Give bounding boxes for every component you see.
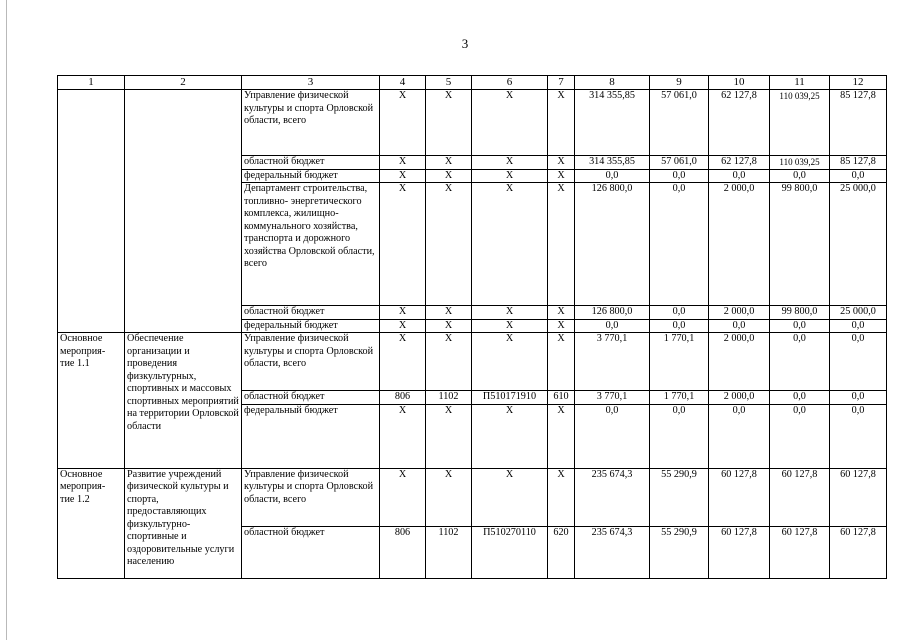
cell-col-8: 3 770,1 <box>575 391 650 405</box>
cell-col-4: Х <box>380 333 426 391</box>
cell-col-12: 0,0 <box>830 319 887 333</box>
cell-col-5: 1102 <box>426 391 472 405</box>
cell-col-4: 806 <box>380 526 426 578</box>
cell-col-9: 0,0 <box>650 306 709 320</box>
column-header-2: 2 <box>125 76 242 90</box>
cell-col-8: 3 770,1 <box>575 333 650 391</box>
cell-col-10: 2 000,0 <box>709 333 770 391</box>
cell-col-7: Х <box>548 183 575 306</box>
cell-col-12: 60 127,8 <box>830 468 887 526</box>
funding-source: федеральный бюджет <box>242 404 380 468</box>
cell-col-11: 0,0 <box>770 404 830 468</box>
cell-col-12: 0,0 <box>830 333 887 391</box>
cell-col-6: П510171910 <box>472 391 548 405</box>
cell-col-11: 60 127,8 <box>770 468 830 526</box>
cell-col-9: 0,0 <box>650 404 709 468</box>
cell-col-12: 85 127,8 <box>830 156 887 170</box>
page-edge <box>0 0 7 640</box>
cell-col-12: 60 127,8 <box>830 526 887 578</box>
cell-col-9: 0,0 <box>650 169 709 183</box>
column-header-3: 3 <box>242 76 380 90</box>
column-header-1: 1 <box>58 76 125 90</box>
cell-col-8: 0,0 <box>575 169 650 183</box>
cell-col-5: Х <box>426 183 472 306</box>
cell-col-9: 1 770,1 <box>650 333 709 391</box>
table-row <box>58 90 887 156</box>
funding-source: областной бюджет <box>242 156 380 170</box>
column-header-5: 5 <box>426 76 472 90</box>
cell-col-7: Х <box>548 156 575 170</box>
cell-col-4: Х <box>380 90 426 156</box>
funding-source: Управление физической культуры и спорта Орловской области, всего <box>242 90 380 156</box>
cell-col-7: Х <box>548 468 575 526</box>
cell-col-5: Х <box>426 169 472 183</box>
funding-source: Управление физической культуры и спорта Орловской области, всего <box>242 468 380 526</box>
table-row <box>58 333 887 391</box>
cell-col-11: 60 127,8 <box>770 526 830 578</box>
cell-col-10: 0,0 <box>709 404 770 468</box>
cell-col-11: 110 039,25 <box>770 90 830 156</box>
cell-col-8: 314 355,85 <box>575 90 650 156</box>
funding-source: федеральный бюджет <box>242 319 380 333</box>
cell-col-9: 55 290,9 <box>650 468 709 526</box>
cell-col-6: П510270110 <box>472 526 548 578</box>
cell-col-4: 806 <box>380 391 426 405</box>
column-header-4: 4 <box>380 76 426 90</box>
column-header-8: 8 <box>575 76 650 90</box>
cell-col-9: 57 061,0 <box>650 90 709 156</box>
funding-source: областной бюджет <box>242 526 380 578</box>
cell-col-11: 0,0 <box>770 319 830 333</box>
cell-col-7: Х <box>548 404 575 468</box>
cell-col-11: 99 800,0 <box>770 183 830 306</box>
cell-col-4: Х <box>380 156 426 170</box>
header-row <box>58 76 887 90</box>
cell-col-5: Х <box>426 156 472 170</box>
activity-title: Развитие учреждений физической культуры и спорта, предоставляющих физкультурно- спортивные и оздоровительные услуги населению <box>125 468 242 578</box>
cell-col-5: Х <box>426 468 472 526</box>
cell-col-5: Х <box>426 319 472 333</box>
cell-col-5: Х <box>426 333 472 391</box>
cell-col-5: Х <box>426 306 472 320</box>
cell-col-10: 60 127,8 <box>709 468 770 526</box>
funding-source: федеральный бюджет <box>242 169 380 183</box>
cell-col-10: 2 000,0 <box>709 306 770 320</box>
column-header-12: 12 <box>830 76 887 90</box>
cell-col-12: 0,0 <box>830 404 887 468</box>
cell-col-10: 0,0 <box>709 169 770 183</box>
activity-code <box>58 90 125 333</box>
cell-col-8: 126 800,0 <box>575 183 650 306</box>
cell-col-8: 126 800,0 <box>575 306 650 320</box>
cell-col-12: 85 127,8 <box>830 90 887 156</box>
cell-col-9: 1 770,1 <box>650 391 709 405</box>
funding-source: областной бюджет <box>242 306 380 320</box>
activity-title <box>125 90 242 333</box>
cell-col-5: 1102 <box>426 526 472 578</box>
column-header-11: 11 <box>770 76 830 90</box>
cell-col-6: Х <box>472 156 548 170</box>
cell-col-11: 0,0 <box>770 333 830 391</box>
cell-col-4: Х <box>380 306 426 320</box>
cell-col-8: 235 674,3 <box>575 468 650 526</box>
cell-col-9: 0,0 <box>650 319 709 333</box>
activity-title: Обеспечение организации и проведения физкультурных, спортивных и массовых спортивных мероприятий на территории Орловской области <box>125 333 242 469</box>
column-header-6: 6 <box>472 76 548 90</box>
cell-col-11: 0,0 <box>770 169 830 183</box>
cell-col-7: Х <box>548 169 575 183</box>
cell-col-7: 610 <box>548 391 575 405</box>
cell-col-12: 0,0 <box>830 391 887 405</box>
cell-col-10: 0,0 <box>709 319 770 333</box>
cell-col-6: Х <box>472 319 548 333</box>
cell-col-12: 25 000,0 <box>830 306 887 320</box>
cell-col-4: Х <box>380 468 426 526</box>
column-header-7: 7 <box>548 76 575 90</box>
funding-source: областной бюджет <box>242 391 380 405</box>
cell-col-8: 314 355,85 <box>575 156 650 170</box>
cell-col-10: 2 000,0 <box>709 183 770 306</box>
cell-col-7: Х <box>548 90 575 156</box>
table-row <box>58 468 887 526</box>
cell-col-6: Х <box>472 333 548 391</box>
cell-col-10: 62 127,8 <box>709 90 770 156</box>
cell-col-4: Х <box>380 183 426 306</box>
cell-col-9: 55 290,9 <box>650 526 709 578</box>
column-header-10: 10 <box>709 76 770 90</box>
cell-col-6: Х <box>472 169 548 183</box>
column-header-9: 9 <box>650 76 709 90</box>
cell-col-4: Х <box>380 319 426 333</box>
cell-col-8: 0,0 <box>575 319 650 333</box>
cell-col-11: 110 039,25 <box>770 156 830 170</box>
funding-source: Департамент строительства, топливно- энергетического комплекса, жилищно-коммунального хозяйства, транспорта и дорожного хозяйства Орловской области, всего <box>242 183 380 306</box>
activity-code: Основное мероприя- тие 1.1 <box>58 333 125 469</box>
cell-col-6: Х <box>472 468 548 526</box>
cell-col-4: Х <box>380 169 426 183</box>
page-number: 3 <box>461 36 469 51</box>
cell-col-7: Х <box>548 306 575 320</box>
cell-col-11: 99 800,0 <box>770 306 830 320</box>
cell-col-12: 25 000,0 <box>830 183 887 306</box>
cell-col-7: 620 <box>548 526 575 578</box>
cell-col-10: 62 127,8 <box>709 156 770 170</box>
activity-code: Основное мероприя- тие 1.2 <box>58 468 125 578</box>
cell-col-7: Х <box>548 319 575 333</box>
cell-col-6: Х <box>472 90 548 156</box>
cell-col-6: Х <box>472 306 548 320</box>
cell-col-5: Х <box>426 90 472 156</box>
funding-source: Управление физической культуры и спорта Орловской области, всего <box>242 333 380 391</box>
cell-col-8: 0,0 <box>575 404 650 468</box>
cell-col-11: 0,0 <box>770 391 830 405</box>
cell-col-7: Х <box>548 333 575 391</box>
cell-col-6: Х <box>472 404 548 468</box>
cell-col-5: Х <box>426 404 472 468</box>
cell-col-10: 2 000,0 <box>709 391 770 405</box>
cell-col-6: Х <box>472 183 548 306</box>
cell-col-9: 57 061,0 <box>650 156 709 170</box>
budget-table <box>57 75 887 579</box>
cell-col-8: 235 674,3 <box>575 526 650 578</box>
cell-col-10: 60 127,8 <box>709 526 770 578</box>
cell-col-4: Х <box>380 404 426 468</box>
cell-col-12: 0,0 <box>830 169 887 183</box>
cell-col-9: 0,0 <box>650 183 709 306</box>
